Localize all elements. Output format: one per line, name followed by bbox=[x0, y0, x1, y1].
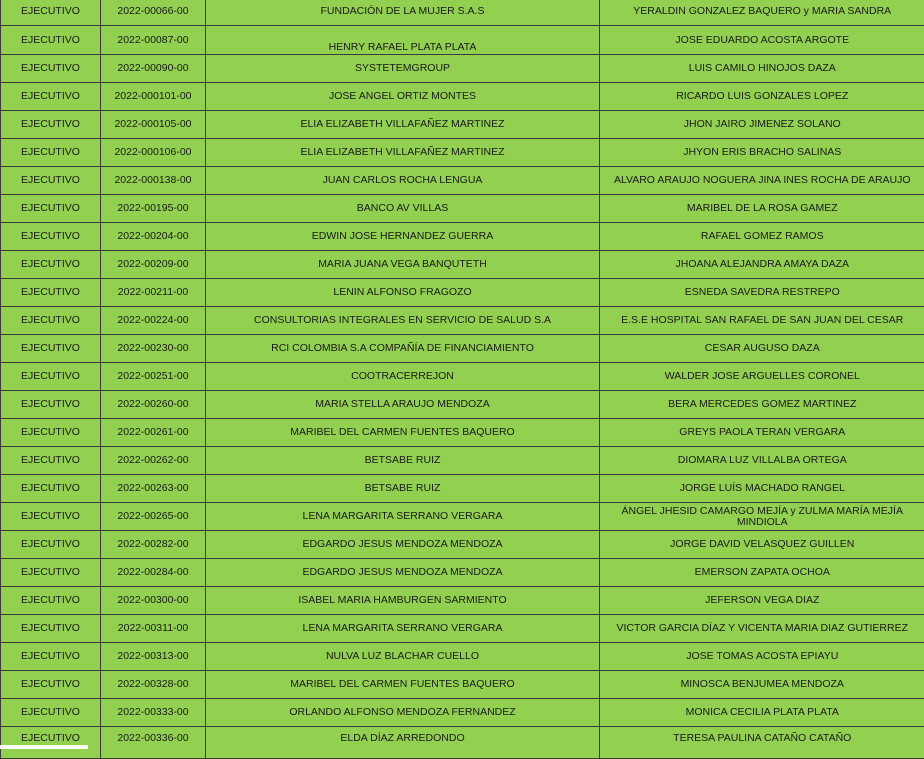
cell-case-number[interactable]: 2022-00230-00 bbox=[101, 335, 206, 363]
cell-process-type[interactable]: EJECUTIVO bbox=[1, 503, 101, 531]
cell-defendant[interactable]: JHYON ERIS BRACHO SALINAS bbox=[600, 139, 924, 167]
cell-process-type[interactable]: EJECUTIVO bbox=[1, 307, 101, 335]
cell-case-number[interactable]: 2022-00336-00 bbox=[101, 727, 206, 759]
cell-process-type[interactable]: EJECUTIVO bbox=[1, 615, 101, 643]
table-row bbox=[1, 727, 924, 759]
cell-plaintiff[interactable]: EDGARDO JESUS MENDOZA MENDOZA bbox=[206, 531, 600, 559]
table-row bbox=[1, 307, 924, 335]
cell-defendant[interactable]: LUIS CAMILO HINOJOS DAZA bbox=[600, 55, 924, 83]
cell-plaintiff[interactable]: MARIA STELLA ARAUJO MENDOZA bbox=[206, 391, 600, 419]
cell-case-number[interactable]: 2022-00328-00 bbox=[101, 671, 206, 699]
cell-defendant[interactable]: MARIBEL DE LA ROSA GAMEZ bbox=[600, 195, 924, 223]
cell-process-type[interactable]: EJECUTIVO bbox=[1, 139, 101, 167]
table-row bbox=[1, 419, 924, 447]
cell-case-number[interactable]: 2022-00066-00 bbox=[101, 0, 206, 26]
cell-case-number[interactable]: 2022-000138-00 bbox=[101, 167, 206, 195]
cell-process-type[interactable]: EJECUTIVO bbox=[1, 559, 101, 587]
table-row bbox=[1, 671, 924, 699]
cell-defendant[interactable]: GREYS PAOLA TERAN VERGARA bbox=[600, 419, 924, 447]
cell-process-type[interactable]: EJECUTIVO bbox=[1, 195, 101, 223]
cell-plaintiff[interactable]: RCI COLOMBIA S.A COMPAÑÍA DE FINANCIAMIENTO bbox=[206, 335, 600, 363]
table-row bbox=[1, 391, 924, 419]
cell-defendant[interactable]: VICTOR GARCIA DÍAZ Y VICENTA MARIA DIAZ GUTIERREZ bbox=[600, 615, 924, 643]
cell-case-number[interactable]: 2022-00311-00 bbox=[101, 615, 206, 643]
cell-process-type[interactable]: EJECUTIVO bbox=[1, 699, 101, 727]
cell-defendant[interactable]: MINOSCA BENJUMEA MENDOZA bbox=[600, 671, 924, 699]
cell-plaintiff[interactable]: LENA MARGARITA SERRANO VERGARA bbox=[206, 503, 600, 531]
cell-plaintiff[interactable]: HENRY RAFAEL PLATA PLATA bbox=[206, 26, 600, 55]
cell-plaintiff[interactable]: EDGARDO JESUS MENDOZA MENDOZA bbox=[206, 559, 600, 587]
cell-defendant[interactable]: RAFAEL GOMEZ RAMOS bbox=[600, 223, 924, 251]
table-row bbox=[1, 363, 924, 391]
cell-process-type[interactable]: EJECUTIVO bbox=[1, 223, 101, 251]
cell-defendant[interactable]: MONICA CECILIA PLATA PLATA bbox=[600, 699, 924, 727]
cell-defendant[interactable]: CESAR AUGUSO DAZA bbox=[600, 335, 924, 363]
table-row bbox=[1, 503, 924, 531]
sheet-corner-gap bbox=[0, 745, 88, 749]
table-row bbox=[1, 223, 924, 251]
table-row bbox=[1, 587, 924, 615]
cell-process-type[interactable]: EJECUTIVO bbox=[1, 363, 101, 391]
cell-defendant[interactable]: JHON JAIRO JIMENEZ SOLANO bbox=[600, 111, 924, 139]
cell-defendant[interactable]: JOSE EDUARDO ACOSTA ARGOTE bbox=[600, 26, 924, 55]
cell-process-type[interactable]: EJECUTIVO bbox=[1, 111, 101, 139]
cell-plaintiff[interactable]: MARIBEL DEL CARMEN FUENTES BAQUERO bbox=[206, 671, 600, 699]
cell-plaintiff[interactable]: BETSABE RUIZ bbox=[206, 447, 600, 475]
cell-case-number[interactable]: 2022-00251-00 bbox=[101, 363, 206, 391]
cell-case-number[interactable]: 2022-000105-00 bbox=[101, 111, 206, 139]
cell-defendant[interactable]: TERESA PAULINA CATAÑO CATAÑO bbox=[600, 727, 924, 759]
cell-plaintiff[interactable]: MARIBEL DEL CARMEN FUENTES BAQUERO bbox=[206, 419, 600, 447]
cell-process-type[interactable]: EJECUTIVO bbox=[1, 587, 101, 615]
cell-plaintiff[interactable]: BANCO AV VILLAS bbox=[206, 195, 600, 223]
cell-case-number[interactable]: 2022-00282-00 bbox=[101, 531, 206, 559]
cell-process-type[interactable]: EJECUTIVO bbox=[1, 475, 101, 503]
cell-defendant[interactable]: E.S.E HOSPITAL SAN RAFAEL DE SAN JUAN DEL CESAR bbox=[600, 307, 924, 335]
cell-defendant[interactable]: WALDER JOSE ARGUELLES CORONEL bbox=[600, 363, 924, 391]
table-row bbox=[1, 615, 924, 643]
cell-process-type[interactable]: EJECUTIVO bbox=[1, 26, 101, 55]
cell-process-type[interactable]: EJECUTIVO bbox=[1, 447, 101, 475]
cell-defendant[interactable]: YERALDIN GONZALEZ BAQUERO y MARIA SANDRA bbox=[600, 0, 924, 26]
cell-process-type[interactable]: EJECUTIVO bbox=[1, 83, 101, 111]
cell-case-number[interactable]: 2022-00209-00 bbox=[101, 251, 206, 279]
cell-plaintiff[interactable]: SYSTETEMGROUP bbox=[206, 55, 600, 83]
cell-process-type[interactable]: EJECUTIVO bbox=[1, 391, 101, 419]
cell-plaintiff[interactable]: COOTRACERREJON bbox=[206, 363, 600, 391]
table-row bbox=[1, 279, 924, 307]
cell-plaintiff[interactable]: ISABEL MARIA HAMBURGEN SARMIENTO bbox=[206, 587, 600, 615]
table-row bbox=[1, 531, 924, 559]
cell-plaintiff[interactable]: LENIN ALFONSO FRAGOZO bbox=[206, 279, 600, 307]
cell-plaintiff[interactable]: LENA MARGARITA SERRANO VERGARA bbox=[206, 615, 600, 643]
cell-case-number[interactable]: 2022-00284-00 bbox=[101, 559, 206, 587]
cell-plaintiff[interactable]: NULVA LUZ BLACHAR CUELLO bbox=[206, 643, 600, 671]
table-row bbox=[1, 0, 924, 26]
cell-case-number[interactable]: 2022-000101-00 bbox=[101, 83, 206, 111]
cell-defendant[interactable]: ALVARO ARAUJO NOGUERA JINA INES ROCHA DE ARAUJO bbox=[600, 167, 924, 195]
cell-case-number[interactable]: 2022-00263-00 bbox=[101, 475, 206, 503]
table-row bbox=[1, 55, 924, 83]
table-row bbox=[1, 559, 924, 587]
cell-plaintiff[interactable]: JUAN CARLOS ROCHA LENGUA bbox=[206, 167, 600, 195]
cell-process-type[interactable]: EJECUTIVO bbox=[1, 279, 101, 307]
cell-defendant[interactable]: JORGE DAVID VELASQUEZ GUILLEN bbox=[600, 531, 924, 559]
table-row bbox=[1, 167, 924, 195]
cell-case-number[interactable]: 2022-00262-00 bbox=[101, 447, 206, 475]
cell-defendant[interactable]: EMERSON ZAPATA OCHOA bbox=[600, 559, 924, 587]
cell-case-number[interactable]: 2022-00195-00 bbox=[101, 195, 206, 223]
table-row bbox=[1, 699, 924, 727]
table-row bbox=[1, 335, 924, 363]
table-row bbox=[1, 26, 924, 55]
cell-case-number[interactable]: 2022-00090-00 bbox=[101, 55, 206, 83]
cell-case-number[interactable]: 2022-00261-00 bbox=[101, 419, 206, 447]
cell-process-type[interactable]: EJECUTIVO bbox=[1, 419, 101, 447]
case-table-body bbox=[1, 0, 924, 759]
cell-defendant[interactable]: ÁNGEL JHESID CAMARGO MEJÍA y ZULMA MARÍA MEJÍA MINDIOLA bbox=[600, 503, 924, 531]
cell-plaintiff[interactable]: FUNDACIÓN DE LA MUJER S.A.S bbox=[206, 0, 600, 26]
cell-plaintiff[interactable]: BETSABE RUIZ bbox=[206, 475, 600, 503]
cell-defendant[interactable]: ESNEDA SAVEDRA RESTREPO bbox=[600, 279, 924, 307]
cell-defendant[interactable]: JORGE LUÍS MACHADO RANGEL bbox=[600, 475, 924, 503]
cell-plaintiff[interactable]: CONSULTORIAS INTEGRALES EN SERVICIO DE SALUD S.A bbox=[206, 307, 600, 335]
table-row bbox=[1, 83, 924, 111]
cell-process-type[interactable]: EJECUTIVO bbox=[1, 0, 101, 26]
cell-defendant[interactable]: RICARDO LUIS GONZALES LOPEZ bbox=[600, 83, 924, 111]
cell-case-number[interactable]: 2022-00224-00 bbox=[101, 307, 206, 335]
cell-process-type[interactable]: EJECUTIVO bbox=[1, 167, 101, 195]
cell-defendant[interactable]: JHOANA ALEJANDRA AMAYA DAZA bbox=[600, 251, 924, 279]
cell-process-type[interactable]: EJECUTIVO bbox=[1, 727, 101, 759]
cell-plaintiff[interactable]: ORLANDO ALFONSO MENDOZA FERNANDEZ bbox=[206, 699, 600, 727]
cell-plaintiff[interactable]: ELIA ELIZABETH VILLAFAÑEZ MARTINEZ bbox=[206, 139, 600, 167]
table-row bbox=[1, 139, 924, 167]
cell-defendant[interactable]: JOSE TOMAS ACOSTA EPIAYU bbox=[600, 643, 924, 671]
cell-case-number[interactable]: 2022-00265-00 bbox=[101, 503, 206, 531]
table-row bbox=[1, 643, 924, 671]
cell-plaintiff[interactable]: EDWIN JOSE HERNANDEZ GUERRA bbox=[206, 223, 600, 251]
cell-case-number[interactable]: 2022-00333-00 bbox=[101, 699, 206, 727]
cell-plaintiff[interactable]: ELDA DÍAZ ARREDONDO bbox=[206, 727, 600, 759]
cell-case-number[interactable]: 2022-00260-00 bbox=[101, 391, 206, 419]
cell-case-number[interactable]: 2022-00313-00 bbox=[101, 643, 206, 671]
cell-process-type[interactable]: EJECUTIVO bbox=[1, 643, 101, 671]
cell-plaintiff[interactable]: ELIA ELIZABETH VILLAFAÑEZ MARTINEZ bbox=[206, 111, 600, 139]
cell-process-type[interactable]: EJECUTIVO bbox=[1, 671, 101, 699]
table-row bbox=[1, 195, 924, 223]
cell-case-number[interactable]: 2022-00211-00 bbox=[101, 279, 206, 307]
cell-defendant[interactable]: BERA MERCEDES GOMEZ MARTINEZ bbox=[600, 391, 924, 419]
table-row bbox=[1, 475, 924, 503]
cell-case-number[interactable]: 2022-000106-00 bbox=[101, 139, 206, 167]
cell-plaintiff[interactable]: MARIA JUANA VEGA BANQUTETH bbox=[206, 251, 600, 279]
cell-process-type[interactable]: EJECUTIVO bbox=[1, 531, 101, 559]
cell-case-number[interactable]: 2022-00087-00 bbox=[101, 26, 206, 55]
cell-case-number[interactable]: 2022-00204-00 bbox=[101, 223, 206, 251]
cell-defendant[interactable]: JEFERSON VEGA DIAZ bbox=[600, 587, 924, 615]
cell-defendant[interactable]: DIOMARA LUZ VILLALBA ORTEGA bbox=[600, 447, 924, 475]
table-row bbox=[1, 111, 924, 139]
table-row bbox=[1, 251, 924, 279]
cell-case-number[interactable]: 2022-00300-00 bbox=[101, 587, 206, 615]
cell-process-type[interactable]: EJECUTIVO bbox=[1, 55, 101, 83]
table-row bbox=[1, 447, 924, 475]
cell-plaintiff[interactable]: JOSE ANGEL ORTIZ MONTES bbox=[206, 83, 600, 111]
cell-process-type[interactable]: EJECUTIVO bbox=[1, 251, 101, 279]
cell-process-type[interactable]: EJECUTIVO bbox=[1, 335, 101, 363]
